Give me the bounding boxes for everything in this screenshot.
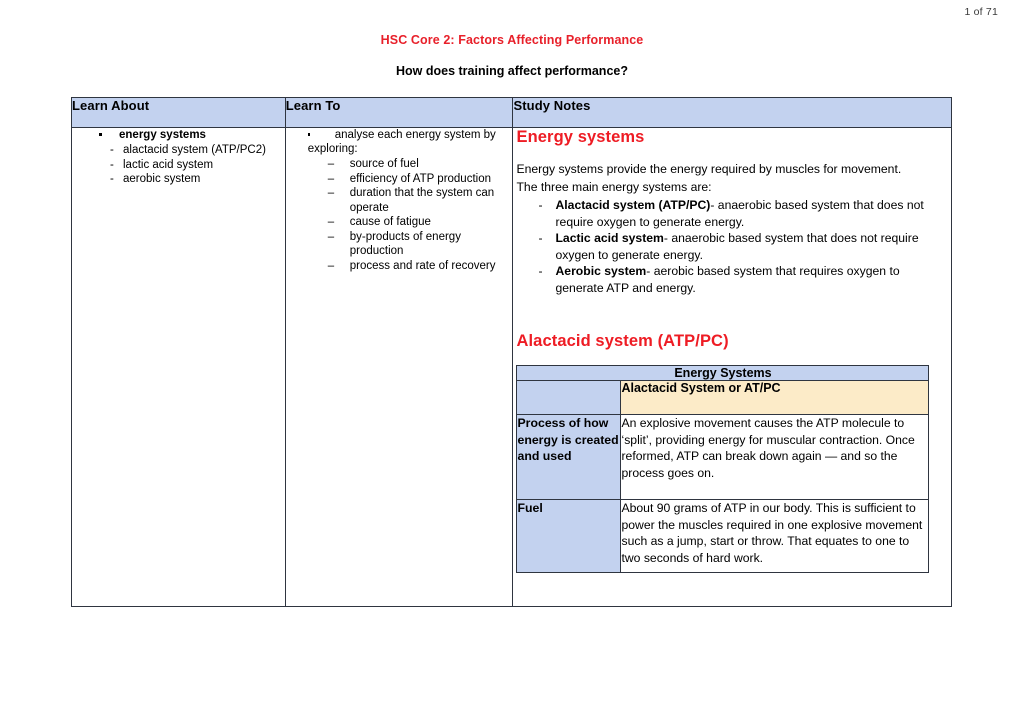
learn-to-list <box>286 128 513 156</box>
list-item <box>72 158 285 173</box>
learn-about-subitem-label: aerobic system <box>123 173 201 185</box>
en-dash-bullet-icon: – <box>327 230 335 243</box>
column-header-learn-about: Learn About <box>72 98 286 128</box>
learn-about-subitem-label: lactic acid system <box>123 158 214 171</box>
list-item <box>72 128 285 142</box>
row-label-process: Process of how energy is created and used <box>517 415 621 500</box>
column-header-study-notes: Study Notes <box>513 98 952 128</box>
energy-systems-detail-table <box>516 365 929 573</box>
table-row <box>517 415 929 500</box>
page-indicator: 1 of 71 <box>964 6 998 18</box>
learn-to-subitem-label: source of fuel <box>349 158 419 170</box>
list-item <box>286 128 513 156</box>
list-item <box>286 157 513 172</box>
list-item <box>513 197 951 230</box>
system-name: Lactic acid system <box>555 231 664 245</box>
dash-bullet-icon: - <box>538 231 543 245</box>
list-item <box>72 143 285 158</box>
system-description: - aerobic based system that requires oxygen to generate ATP and energy. <box>555 264 900 295</box>
learn-to-subitem-label: process and rate of recovery <box>349 259 496 272</box>
study-notes-intro-line2: The three main energy systems are: <box>516 179 712 194</box>
list-item <box>72 172 285 187</box>
row-label-fuel: Fuel <box>517 500 621 573</box>
row-value-process: An explosive movement causes the ATP molecule to ‘split’, providing energy for muscular contraction. Once reformed, ATP can break down again — and so the process goes on. <box>621 415 929 500</box>
table-body-row <box>72 128 952 607</box>
en-dash-bullet-icon: – <box>327 259 335 272</box>
system-name: Alactacid system (ATP/PC) <box>555 198 711 212</box>
system-name: Aerobic system <box>555 264 647 278</box>
row-value-fuel: About 90 grams of ATP in our body. This is sufficient to power the muscles required in one explosive movement such as a jump, start or throw. That equates to one to two seconds of hard work. <box>621 500 929 573</box>
inner-table-header-value: Alactacid System or AT/PC <box>621 381 929 415</box>
en-dash-bullet-icon: – <box>327 187 335 199</box>
dash-bullet-icon: - <box>538 198 543 212</box>
document-subtitle: How does training affect performance? <box>396 64 628 78</box>
learn-about-subitem-label: alactacid system (ATP/PC2) <box>123 144 266 156</box>
study-notes-heading-energy-systems: Energy systems <box>516 128 645 146</box>
table-header-row <box>72 98 952 128</box>
en-dash-bullet-icon: – <box>327 172 335 185</box>
learn-to-item-label-line1: analyse each energy system by <box>334 129 496 141</box>
dash-bullet-icon: - <box>538 264 543 278</box>
cell-learn-to <box>285 128 513 607</box>
energy-systems-bullet-list <box>513 197 951 296</box>
dash-bullet-icon: - <box>110 158 114 171</box>
inner-table-title: Energy Systems <box>517 366 929 381</box>
learn-to-subitem-label: duration that the system can operate <box>349 187 495 214</box>
learn-to-subitem-label: by-products of energy production <box>349 230 461 257</box>
dash-bullet-icon: - <box>110 173 114 185</box>
square-bullet-icon <box>308 133 311 136</box>
column-header-learn-to: Learn To <box>285 98 513 128</box>
learn-about-sublist <box>72 143 285 187</box>
list-item <box>286 215 513 230</box>
list-item <box>286 172 513 187</box>
list-item <box>286 259 513 274</box>
list-item <box>513 230 951 263</box>
inner-table-header-row <box>517 381 929 415</box>
en-dash-bullet-icon: – <box>327 216 335 228</box>
learn-about-list <box>72 128 285 142</box>
document-title: HSC Core 2: Factors Affecting Performance <box>380 33 644 47</box>
learn-to-sublist <box>286 157 513 273</box>
learn-about-item-label: energy systems <box>119 129 206 141</box>
list-item <box>513 263 951 296</box>
learn-to-subitem-label: efficiency of ATP production <box>349 172 491 185</box>
list-item <box>286 230 513 259</box>
cell-learn-about <box>72 128 286 607</box>
learn-to-item-label-line2: exploring: <box>307 143 358 155</box>
table-row <box>517 500 929 573</box>
system-description: - anaerobic based system that does not require oxygen to generate energy. <box>555 231 919 262</box>
list-item <box>286 186 513 215</box>
syllabus-table <box>71 97 952 607</box>
en-dash-bullet-icon: – <box>327 158 335 170</box>
dash-bullet-icon: - <box>110 144 114 156</box>
inner-table-header-blank <box>517 381 621 415</box>
cell-study-notes <box>513 128 952 607</box>
learn-to-subitem-label: cause of fatigue <box>349 216 431 228</box>
study-notes-intro-line1: Energy systems provide the energy required by muscles for movement. <box>516 162 902 176</box>
square-bullet-icon <box>99 133 102 136</box>
system-description: - anaerobic based system that does not require oxygen to generate energy. <box>555 198 924 229</box>
inner-table-title-row <box>517 366 929 381</box>
study-notes-heading-alactacid-system: Alactacid system (ATP/PC) <box>516 332 729 350</box>
